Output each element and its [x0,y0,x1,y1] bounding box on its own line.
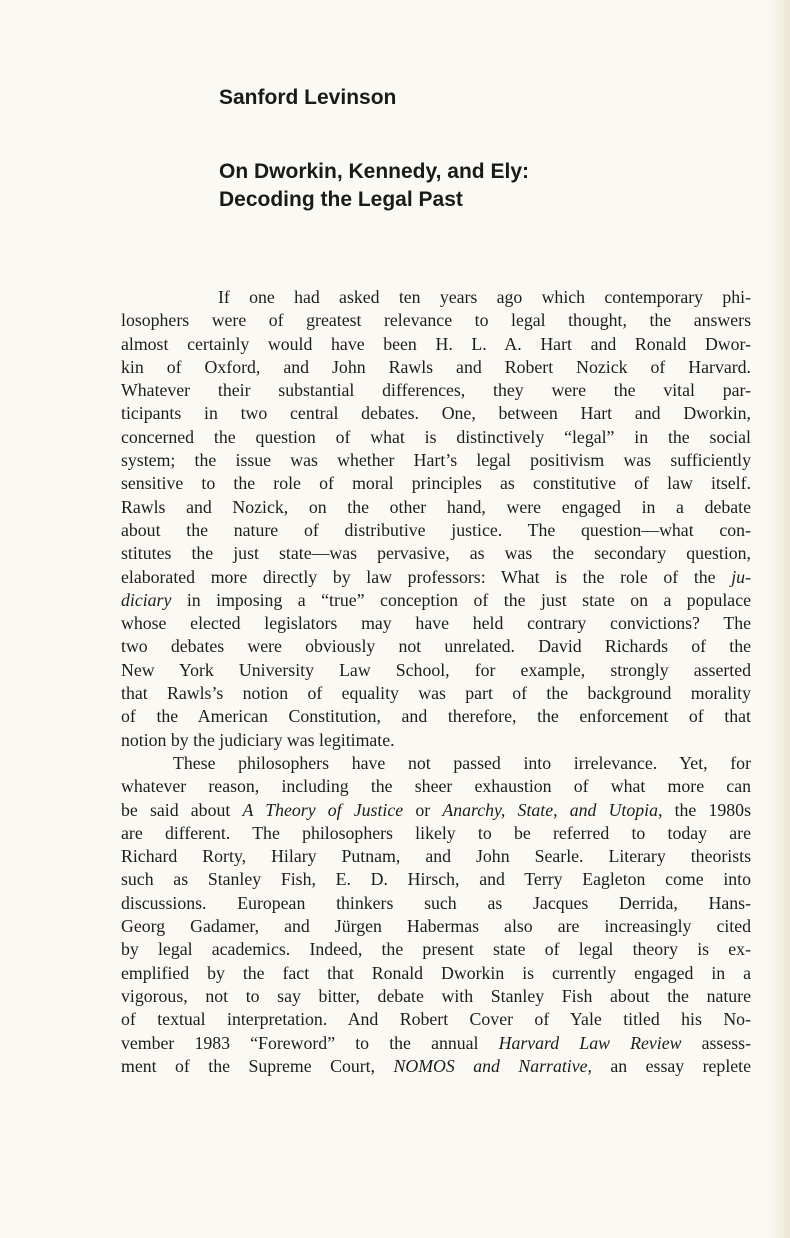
text-line: discussions. European thinkers such as Jacques Derrida, Hans- [121,892,751,913]
title-line-2: Decoding the Legal Past [219,188,463,211]
text-line: Whatever their substantial differences, they were the vital par- [121,380,751,401]
author-name: Sanford Levinson [219,86,397,109]
text-line-italic-mix: diciary in imposing a “true” conception of the just state on a populace [121,589,751,610]
italic-phrase: Anarchy, State, and Utopia, [442,799,663,820]
text-line: New York University Law School, for example, strongly asserted [121,659,751,680]
text-line: vigorous, not to say bitter, debate with Stanley Fish about the nature [121,985,751,1006]
article-body [121,286,751,1078]
text-line: concerned the question of what is distinctively “legal” in the social [121,426,751,447]
text-line: Rawls and Nozick, on the other hand, were engaged in a debate [121,496,751,517]
italic-phrase: diciary [121,589,172,610]
text-line-italic-mix: vember 1983 “Foreword” to the annual Harvard Law Review assess- [121,1032,751,1053]
text-line: losophers were of greatest relevance to legal thought, the answers [121,310,751,331]
text-line: about the nature of distributive justice. The question—what con- [121,519,751,540]
article-title [219,158,529,214]
paragraph-2 [121,752,751,1078]
text-line-italic-mix: ment of the Supreme Court, NOMOS and Narrative, an essay replete [121,1055,751,1076]
text-line: two debates were obviously not unrelated. David Richards of the [121,636,751,657]
italic-phrase: Harvard Law Review [498,1032,682,1053]
italic-phrase: ju- [731,566,751,587]
page-edge [768,0,790,1238]
text-line: of textual interpretation. And Robert Cover of Yale titled his No- [121,1009,751,1030]
text-line: that Rawls’s notion of equality was part of the background morality [121,683,751,704]
text-line-italic-mix: elaborated more directly by law professors: What is the role of the ju- [121,566,751,587]
text-line: These philosophers have not passed into irrelevance. Yet, for [173,752,751,773]
text-line: stitutes the just state—was pervasive, as was the secondary question, [121,543,751,564]
text-line: sensitive to the role of moral principles as constitutive of law itself. [121,473,751,494]
text-line: of the American Constitution, and therefore, the enforcement of that [121,706,751,727]
italic-phrase: NOMOS and Narrative, [393,1055,592,1076]
text-line: almost certainly would have been H. L. A. Hart and Ronald Dwor- [121,333,751,354]
text-line: Georg Gadamer, and Jürgen Habermas also are increasingly cited [121,916,751,937]
italic-phrase: A Theory of Justice [242,799,404,820]
text-line: ticipants in two central debates. One, between Hart and Dworkin, [121,403,751,424]
text-line-italic-mix: be said about A Theory of Justice or Anarchy, State, and Utopia, the 1980s [121,799,751,820]
text-line: are different. The philosophers likely to be referred to today are [121,822,751,843]
text-line: system; the issue was whether Hart’s legal positivism was sufficiently [121,450,751,471]
text-line: whose elected legislators may have held contrary convictions? The [121,613,751,634]
title-line-1: On Dworkin, Kennedy, and Ely: [219,160,529,183]
text-line: If one had asked ten years ago which contemporary phi- [218,287,751,307]
text-line: emplified by the fact that Ronald Dworkin is currently engaged in a [121,962,751,983]
text-line: kin of Oxford, and John Rawls and Robert Nozick of Harvard. [121,356,751,377]
text-line: notion by the judiciary was legitimate. [121,729,395,750]
paragraph-1 [121,286,751,752]
text-line: by legal academics. Indeed, the present state of legal theory is ex- [121,939,751,960]
text-line: Richard Rorty, Hilary Putnam, and John Searle. Literary theorists [121,846,751,867]
text-line: whatever reason, including the sheer exhaustion of what more can [121,776,751,797]
text-line: such as Stanley Fish, E. D. Hirsch, and Terry Eagleton come into [121,869,751,890]
